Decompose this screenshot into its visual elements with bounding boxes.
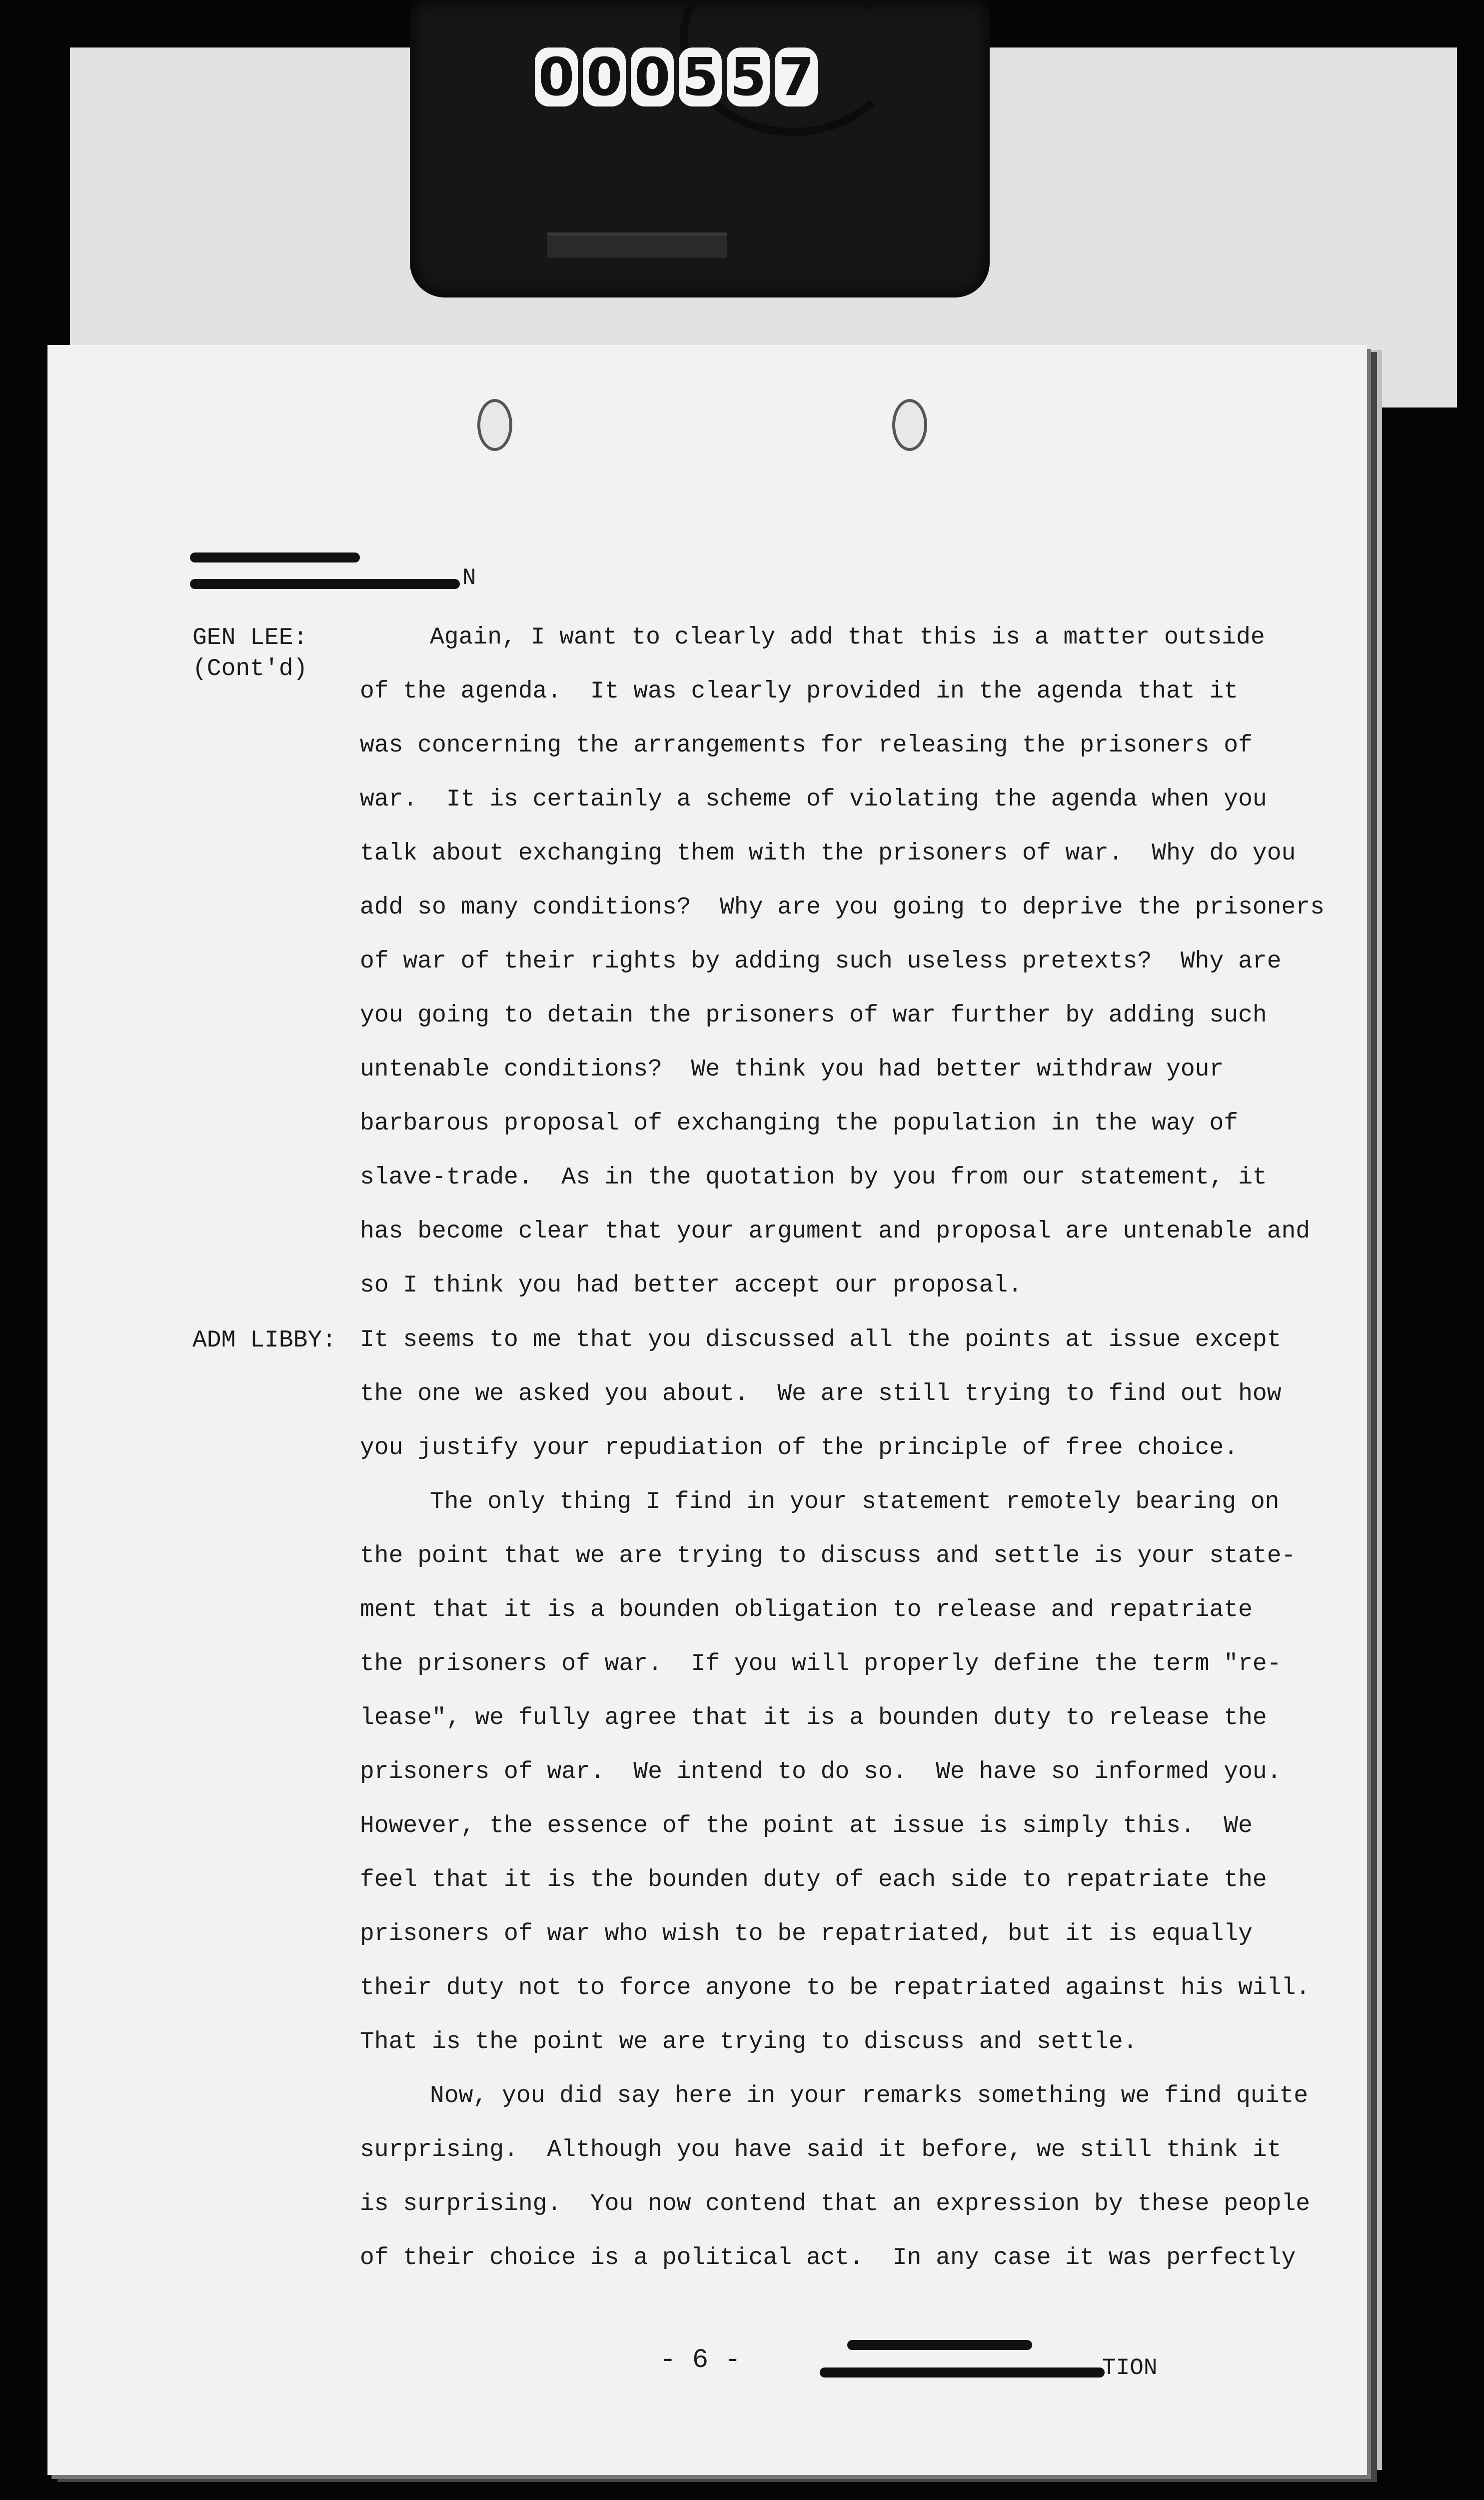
text-line: lease", we fully agree that it is a bounden duty to release the <box>360 1704 1267 1732</box>
header-classification-restricted <box>190 552 360 562</box>
text-line: add so many conditions? Why are you going to deprive the prisoners <box>360 894 1325 921</box>
text-line: prisoners of war. We intend to do so. We have so informed you. <box>360 1758 1282 1786</box>
text-line: Again, I want to clearly add that this is a matter outside <box>430 624 1265 651</box>
frame-counter <box>535 48 818 108</box>
counter-digit: 5 <box>727 48 770 106</box>
text-line: of the agenda. It was clearly provided in the agenda that it <box>360 678 1239 705</box>
text-line: the one we asked you about. We are still trying to find out how <box>360 1380 1282 1408</box>
text-line: The only thing I find in your statement remotely bearing on <box>430 1488 1280 1516</box>
page-edge <box>1367 350 1382 2470</box>
text-line: of their choice is a political act. In any case it was perfectly <box>360 2244 1296 2272</box>
text-line: Now, you did say here in your remarks something we find quite <box>430 2082 1309 2110</box>
document-page <box>47 345 1367 2475</box>
speaker-label-adm-libby: ADM LIBBY: <box>192 1327 337 1354</box>
text-line: It seems to me that you discussed all the points at issue except <box>360 1326 1282 1354</box>
speaker-label-gen-lee: GEN LEE: (Cont'd) <box>192 624 308 682</box>
text-line: is surprising. You now contend that an expression by these people <box>360 2190 1311 2218</box>
text-line: so I think you had better accept our proposal. <box>360 1272 1023 1299</box>
header-classification-tail: N <box>462 565 476 591</box>
text-line: ment that it is a bounden obligation to release and repatriate <box>360 1596 1253 1624</box>
punch-hole <box>892 399 927 451</box>
text-line: the point that we are trying to discuss and settle is your state- <box>360 1542 1296 1570</box>
footer-classification-security-information <box>820 2368 1105 2378</box>
page-number: - 6 - <box>660 2345 741 2376</box>
text-line: war. It is certainly a scheme of violating the agenda when you <box>360 786 1267 813</box>
text-line: talk about exchanging them with the prisoners of war. Why do you <box>360 840 1296 867</box>
text-line: of war of their rights by adding such useless pretexts? Why are <box>360 948 1282 975</box>
footer-classification-restricted <box>847 2340 1032 2350</box>
text-line: the prisoners of war. If you will properly define the term "re- <box>360 1650 1282 1678</box>
counter-digit: 5 <box>679 48 722 106</box>
text-line: slave-trade. As in the quotation by you from our statement, it <box>360 1164 1267 1191</box>
counter-digit: 0 <box>631 48 674 106</box>
text-line: surprising. Although you have said it before, we still think it <box>360 2136 1282 2164</box>
counter-digit: 0 <box>583 48 626 106</box>
text-line: you going to detain the prisoners of war further by adding such <box>360 1002 1267 1029</box>
counter-digit: 0 <box>535 48 578 106</box>
text-line: barbarous proposal of exchanging the population in the way of <box>360 1110 1239 1137</box>
text-line: untenable conditions? We think you had better withdraw your <box>360 1056 1224 1083</box>
punch-hole <box>477 399 512 451</box>
text-line: their duty not to force anyone to be repatriated against his will. <box>360 1974 1311 2002</box>
text-line: feel that it is the bounden duty of each side to repatriate the <box>360 1866 1267 1894</box>
counter-slot <box>547 232 727 258</box>
text-line: was concerning the arrangements for releasing the prisoners of <box>360 732 1253 759</box>
text-line: has become clear that your argument and proposal are untenable and <box>360 1218 1311 1245</box>
text-line: However, the essence of the point at issue is simply this. We <box>360 1812 1253 1840</box>
footer-classification-tail: TION <box>1102 2355 1158 2381</box>
text-line: you justify your repudiation of the principle of free choice. <box>360 1434 1239 1462</box>
counter-digit: 7 <box>775 48 818 106</box>
header-classification-security-information <box>190 579 460 589</box>
text-line: That is the point we are trying to discuss and settle. <box>360 2028 1138 2056</box>
text-line: prisoners of war who wish to be repatriated, but it is equally <box>360 1920 1253 1948</box>
